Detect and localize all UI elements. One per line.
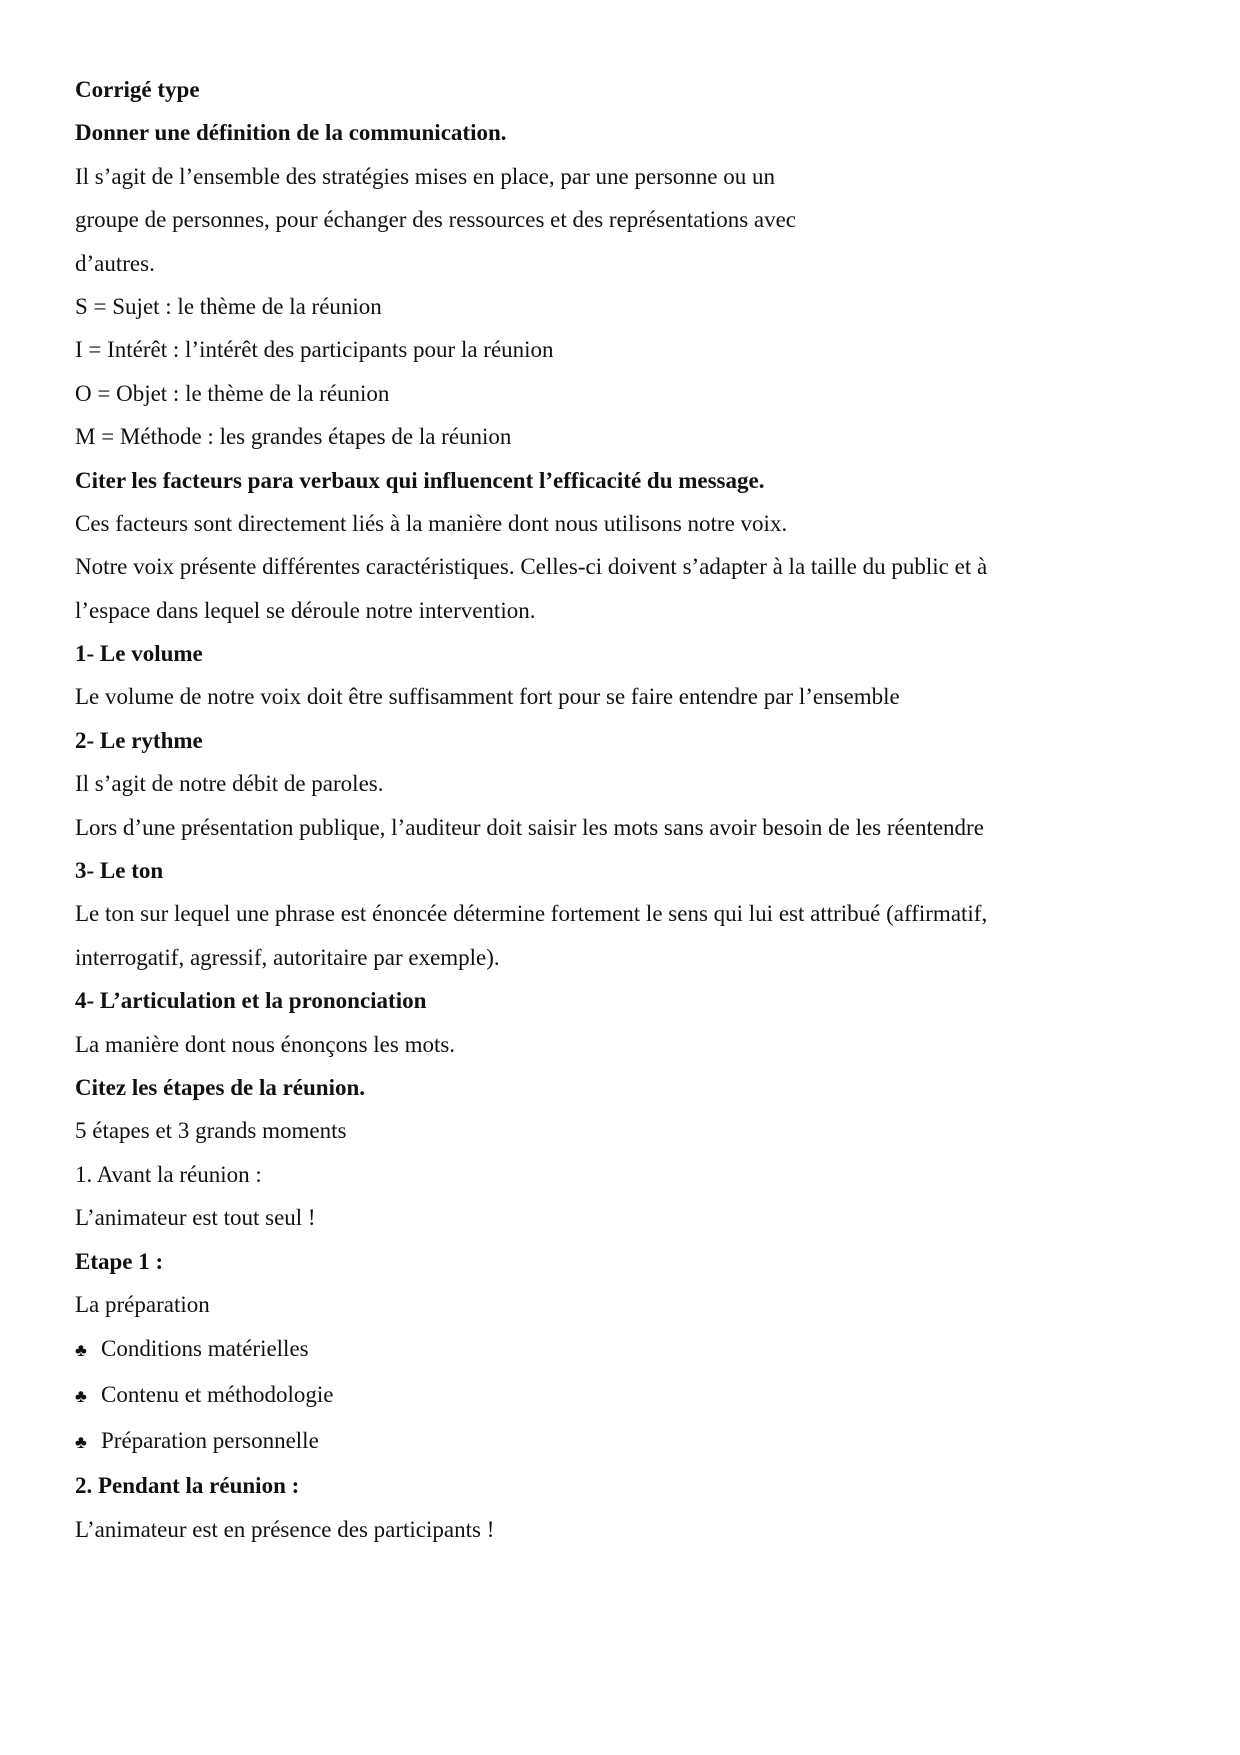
section-heading-rythme: 2- Le rythme — [75, 727, 203, 753]
paragraph-line: groupe de personnes, pour échanger des ressources et des représentations avec — [75, 207, 797, 233]
paragraph-line: Le volume de notre voix doit être suffisamment fort pour se faire entendre par l’ensemble — [75, 684, 900, 710]
paragraph-line: La manière dont nous énonçons les mots. — [75, 1031, 456, 1057]
paragraph-line: 1. Avant la réunion : — [75, 1161, 262, 1187]
etape-1-heading: Etape 1 : — [75, 1248, 164, 1274]
definition-objet: O = Objet : le thème de la réunion — [75, 380, 390, 406]
paragraph-line: 5 étapes et 3 grands moments — [75, 1118, 347, 1144]
paragraph-line: Notre voix présente différentes caractéristiques. Celles-ci doivent s’adapter à la taille du public et à — [75, 554, 988, 580]
section-heading-volume: 1- Le volume — [75, 641, 203, 667]
paragraph-line: Lors d’une présentation publique, l’auditeur doit saisir les mots sans avoir besoin de les réentendre — [75, 814, 984, 840]
bullet-item — [75, 1418, 1175, 1464]
question-2-heading: Citer les facteurs para verbaux qui influencent l’efficacité du message. — [75, 467, 765, 493]
club-icon: ♣ — [75, 1432, 87, 1453]
bullet-text: Contenu et méthodologie — [101, 1382, 334, 1408]
paragraph-line: Il s’agit de l’ensemble des stratégies mises en place, par une personne ou un — [75, 163, 775, 189]
definition-interet: I = Intérêt : l’intérêt des participants pour la réunion — [75, 337, 554, 363]
paragraph-line: interrogatif, agressif, autoritaire par exemple). — [75, 944, 500, 970]
question-3-heading: Citez les étapes de la réunion. — [75, 1074, 366, 1100]
club-icon: ♣ — [75, 1386, 87, 1407]
bullet-item — [75, 1372, 1175, 1418]
paragraph-line: L’animateur est en présence des participants ! — [75, 1516, 495, 1542]
bullet-text: Préparation personnelle — [101, 1428, 319, 1454]
definition-sujet: S = Sujet : le thème de la réunion — [75, 293, 382, 319]
paragraph-line: L’animateur est tout seul ! — [75, 1205, 316, 1231]
bullet-text: Conditions matérielles — [101, 1336, 309, 1362]
paragraph-line: Le ton sur lequel une phrase est énoncée détermine fortement le sens qui lui est attribué (affirmatif, — [75, 901, 988, 927]
pendant-heading: 2. Pendant la réunion : — [75, 1473, 300, 1499]
question-1-heading: Donner une définition de la communication. — [75, 120, 507, 146]
paragraph-line: l’espace dans lequel se déroule notre intervention. — [75, 597, 536, 623]
document-title: Corrigé type — [75, 77, 200, 102]
document-page — [75, 68, 1175, 1551]
bullet-item — [75, 1326, 1175, 1372]
paragraph-line: d’autres. — [75, 250, 155, 276]
paragraph-line: Ces facteurs sont directement liés à la manière dont nous utilisons notre voix. — [75, 510, 788, 536]
section-heading-ton: 3- Le ton — [75, 858, 164, 884]
section-heading-articulation: 4- L’articulation et la prononciation — [75, 988, 427, 1014]
etape-1-subtitle: La préparation — [75, 1291, 210, 1317]
club-icon: ♣ — [75, 1340, 87, 1361]
paragraph-line: Il s’agit de notre débit de paroles. — [75, 771, 384, 797]
definition-methode: M = Méthode : les grandes étapes de la réunion — [75, 424, 512, 450]
